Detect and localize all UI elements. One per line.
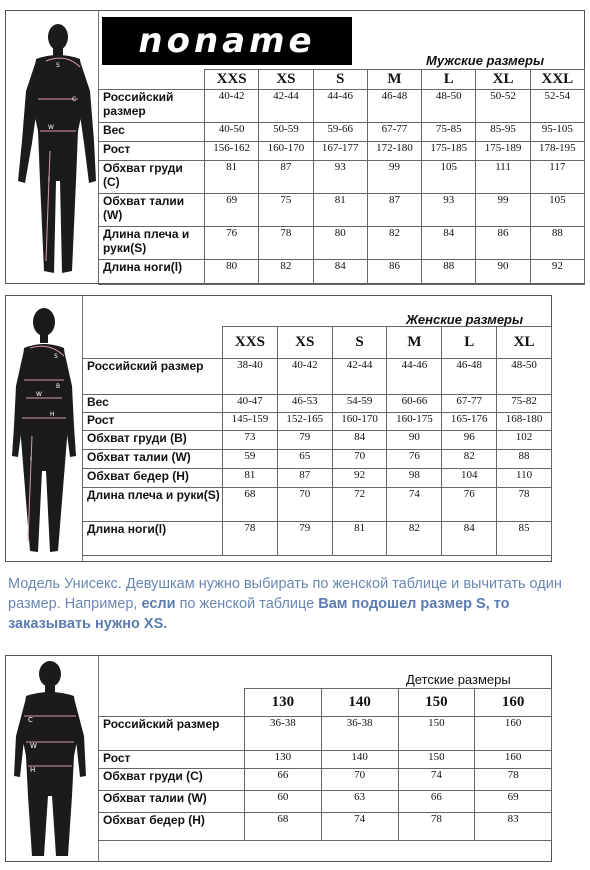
table-cell: 59 (223, 450, 278, 469)
table-cell: 95-105 (530, 123, 584, 142)
size-header-cell: M (387, 327, 442, 359)
table-cell: 167-177 (313, 142, 367, 161)
table-cell: 85 (497, 522, 552, 556)
kids-table-title: Детские размеры (406, 672, 511, 687)
figure-mark-i: I (48, 176, 50, 183)
table-cell: 76 (387, 450, 442, 469)
figure-mark-w: W (48, 124, 54, 131)
table-row (99, 142, 585, 161)
table-header-row (99, 689, 552, 717)
figure-mark-w: W (36, 391, 42, 398)
row-label: Обхват талии (W) (83, 450, 223, 469)
table-cell: 70 (277, 488, 332, 522)
size-header-cell: M (367, 70, 421, 90)
table-cell: 145-159 (223, 413, 278, 431)
row-label: Обхват груди (В) (83, 431, 223, 450)
table-cell: 87 (259, 161, 313, 194)
table-cell: 175-185 (422, 142, 476, 161)
female-silhouette-icon (6, 296, 82, 561)
kids-figure (6, 656, 99, 861)
table-cell: 74 (398, 769, 475, 791)
table-cell: 80 (205, 260, 259, 285)
table-cell: 69 (205, 194, 259, 227)
table-cell: 60-66 (387, 395, 442, 413)
table-cell: 67-77 (442, 395, 497, 413)
table-cell: 38-40 (223, 359, 278, 395)
table-cell: 60 (245, 791, 322, 813)
table-cell: 63 (321, 791, 398, 813)
row-label: Рост (83, 413, 223, 431)
table-header-row (83, 327, 552, 359)
row-label: Обхват груди (С) (99, 161, 205, 194)
table-cell: 36-38 (321, 717, 398, 751)
table-cell: 150 (398, 717, 475, 751)
table-cell: 73 (223, 431, 278, 450)
table-cell: 98 (387, 469, 442, 488)
row-label: Вес (83, 395, 223, 413)
figure-mark-s: S (56, 62, 60, 69)
table-cell: 175-189 (476, 142, 530, 161)
figure-mark-s: S (54, 353, 58, 360)
table-cell: 84 (332, 431, 387, 450)
table-cell: 90 (476, 260, 530, 285)
table-row (99, 791, 552, 813)
table-header-row (99, 70, 585, 90)
table-cell: 48-50 (497, 359, 552, 395)
kids-size-table (98, 688, 552, 841)
table-cell: 79 (277, 431, 332, 450)
table-row (83, 488, 552, 522)
table-cell: 76 (442, 488, 497, 522)
row-label: Рост (99, 751, 245, 769)
table-cell: 111 (476, 161, 530, 194)
women-table-title: Женские размеры (406, 312, 524, 327)
table-cell: 150 (398, 751, 475, 769)
table-cell: 87 (277, 469, 332, 488)
size-header-cell: 130 (245, 689, 322, 717)
size-header-cell: L (422, 70, 476, 90)
figure-mark-i: I (30, 456, 32, 463)
table-cell: 70 (332, 450, 387, 469)
women-size-section (5, 295, 552, 562)
table-cell: 140 (321, 751, 398, 769)
row-label: Обхват талии (W) (99, 791, 245, 813)
table-cell: 102 (497, 431, 552, 450)
table-row (99, 717, 552, 751)
row-label: Российский размер (99, 717, 245, 751)
row-label: Рост (99, 142, 205, 161)
kids-size-section (5, 655, 552, 862)
table-cell: 40-47 (223, 395, 278, 413)
table-cell: 75 (259, 194, 313, 227)
table-cell: 178-195 (530, 142, 584, 161)
table-cell: 70 (321, 769, 398, 791)
table-cell: 92 (530, 260, 584, 285)
table-cell: 68 (223, 488, 278, 522)
table-cell: 88 (497, 450, 552, 469)
table-cell: 160-175 (387, 413, 442, 431)
table-cell: 92 (332, 469, 387, 488)
table-cell: 78 (497, 488, 552, 522)
header-blank-cell (99, 689, 245, 717)
table-cell: 81 (313, 194, 367, 227)
men-table-title: Мужские размеры (426, 53, 545, 68)
men-figure (6, 11, 99, 283)
table-cell: 130 (245, 751, 322, 769)
table-cell: 88 (422, 260, 476, 285)
table-row (99, 161, 585, 194)
table-cell: 87 (367, 194, 421, 227)
table-cell: 86 (476, 227, 530, 260)
table-cell: 160 (475, 751, 552, 769)
table-cell: 84 (442, 522, 497, 556)
table-cell: 59-66 (313, 123, 367, 142)
table-cell: 50-52 (476, 90, 530, 123)
size-header-cell: XS (259, 70, 313, 90)
table-cell: 48-50 (422, 90, 476, 123)
women-figure (6, 296, 83, 561)
figure-mark-b: B (56, 383, 61, 390)
table-row (99, 123, 585, 142)
table-cell: 78 (475, 769, 552, 791)
figure-mark-c: C (28, 716, 33, 724)
table-cell: 156-162 (205, 142, 259, 161)
table-cell: 96 (442, 431, 497, 450)
table-cell: 68 (245, 813, 322, 841)
men-size-section (5, 10, 585, 284)
table-cell: 105 (530, 194, 584, 227)
note-text-3: по женской таблице (175, 596, 319, 612)
figure-mark-w: W (30, 742, 37, 750)
table-cell: 40-50 (205, 123, 259, 142)
table-cell: 82 (259, 260, 313, 285)
header-blank-cell (83, 327, 223, 359)
table-cell: 46-48 (367, 90, 421, 123)
size-header-cell: XL (476, 70, 530, 90)
male-silhouette-icon (6, 11, 98, 283)
table-cell: 117 (530, 161, 584, 194)
table-cell: 82 (367, 227, 421, 260)
row-label: Российский размер (99, 90, 205, 123)
table-cell: 81 (223, 469, 278, 488)
table-cell: 172-180 (367, 142, 421, 161)
figure-mark-c: C (72, 96, 77, 103)
table-cell: 160-170 (259, 142, 313, 161)
table-cell: 65 (277, 450, 332, 469)
note-text-2: если (141, 596, 176, 612)
table-cell: 67-77 (367, 123, 421, 142)
table-cell: 78 (398, 813, 475, 841)
table-cell: 54-59 (332, 395, 387, 413)
row-label: Вес (99, 123, 205, 142)
row-label: Обхват бедер (H) (83, 469, 223, 488)
table-cell: 78 (259, 227, 313, 260)
size-header-cell: XXL (530, 70, 584, 90)
table-row (83, 395, 552, 413)
table-row (99, 769, 552, 791)
table-row (99, 751, 552, 769)
table-row (99, 90, 585, 123)
table-cell: 84 (313, 260, 367, 285)
table-cell: 86 (367, 260, 421, 285)
table-cell: 40-42 (277, 359, 332, 395)
table-row (83, 413, 552, 431)
size-header-cell: 160 (475, 689, 552, 717)
table-cell: 85-95 (476, 123, 530, 142)
child-silhouette-icon (6, 656, 98, 861)
women-size-table (82, 326, 552, 556)
size-header-cell: S (313, 70, 367, 90)
table-row (83, 359, 552, 395)
row-label: Обхват груди (С) (99, 769, 245, 791)
table-cell: 160 (475, 717, 552, 751)
figure-mark-h: H (50, 411, 55, 418)
table-cell: 50-59 (259, 123, 313, 142)
table-cell: 81 (205, 161, 259, 194)
size-header-cell: S (332, 327, 387, 359)
table-cell: 69 (475, 791, 552, 813)
table-cell: 72 (332, 488, 387, 522)
men-size-table (98, 69, 585, 285)
table-cell: 66 (245, 769, 322, 791)
table-cell: 52-54 (530, 90, 584, 123)
table-row (83, 469, 552, 488)
table-cell: 83 (475, 813, 552, 841)
row-label: Длина ноги(l) (99, 260, 205, 285)
table-row (83, 431, 552, 450)
table-cell: 79 (277, 522, 332, 556)
note-text-1: Модель Унисекс. Девушкам нужно выбирать по женской таблице и вычитать один размер. Например, (8, 576, 562, 612)
table-cell: 76 (205, 227, 259, 260)
table-cell: 66 (398, 791, 475, 813)
size-header-cell: XL (497, 327, 552, 359)
table-cell: 40-42 (205, 90, 259, 123)
row-label: Обхват талии (W) (99, 194, 205, 227)
row-label: Длина ноги(l) (83, 522, 223, 556)
table-cell: 44-46 (313, 90, 367, 123)
table-cell: 99 (476, 194, 530, 227)
table-row (83, 450, 552, 469)
table-cell: 84 (422, 227, 476, 260)
table-cell: 168-180 (497, 413, 552, 431)
table-cell: 93 (422, 194, 476, 227)
table-row (99, 260, 585, 285)
table-cell: 82 (387, 522, 442, 556)
table-cell: 88 (530, 227, 584, 260)
size-header-cell: XXS (223, 327, 278, 359)
table-cell: 160-170 (332, 413, 387, 431)
unisex-note (8, 574, 583, 634)
table-cell: 152-165 (277, 413, 332, 431)
table-cell: 46-53 (277, 395, 332, 413)
size-header-cell: XXS (205, 70, 259, 90)
table-cell: 110 (497, 469, 552, 488)
row-label: Длина плеча и руки(S) (83, 488, 223, 522)
table-cell: 44-46 (387, 359, 442, 395)
table-cell: 82 (442, 450, 497, 469)
table-cell: 78 (223, 522, 278, 556)
table-row (99, 813, 552, 841)
row-label: Обхват бедер (Н) (99, 813, 245, 841)
size-header-cell: L (442, 327, 497, 359)
table-cell: 36-38 (245, 717, 322, 751)
note-text-4: Вам подошел размер S, то заказывать нужно XS. (8, 596, 510, 632)
table-row (99, 194, 585, 227)
table-cell: 42-44 (259, 90, 313, 123)
table-cell: 74 (387, 488, 442, 522)
brand-logo: nonаme (102, 17, 352, 65)
size-header-cell: XS (277, 327, 332, 359)
table-cell: 80 (313, 227, 367, 260)
table-cell: 42-44 (332, 359, 387, 395)
table-cell: 105 (422, 161, 476, 194)
table-cell: 74 (321, 813, 398, 841)
table-cell: 165-176 (442, 413, 497, 431)
table-cell: 93 (313, 161, 367, 194)
table-cell: 90 (387, 431, 442, 450)
table-cell: 75-85 (422, 123, 476, 142)
table-cell: 104 (442, 469, 497, 488)
row-label: Российский размер (83, 359, 223, 395)
table-cell: 75-82 (497, 395, 552, 413)
table-cell: 46-48 (442, 359, 497, 395)
row-label: Длина плеча и руки(S) (99, 227, 205, 260)
table-cell: 81 (332, 522, 387, 556)
figure-mark-h: H (30, 766, 36, 774)
header-blank-cell (99, 70, 205, 90)
table-cell: 99 (367, 161, 421, 194)
size-header-cell: 150 (398, 689, 475, 717)
table-row (99, 227, 585, 260)
size-header-cell: 140 (321, 689, 398, 717)
table-row (83, 522, 552, 556)
